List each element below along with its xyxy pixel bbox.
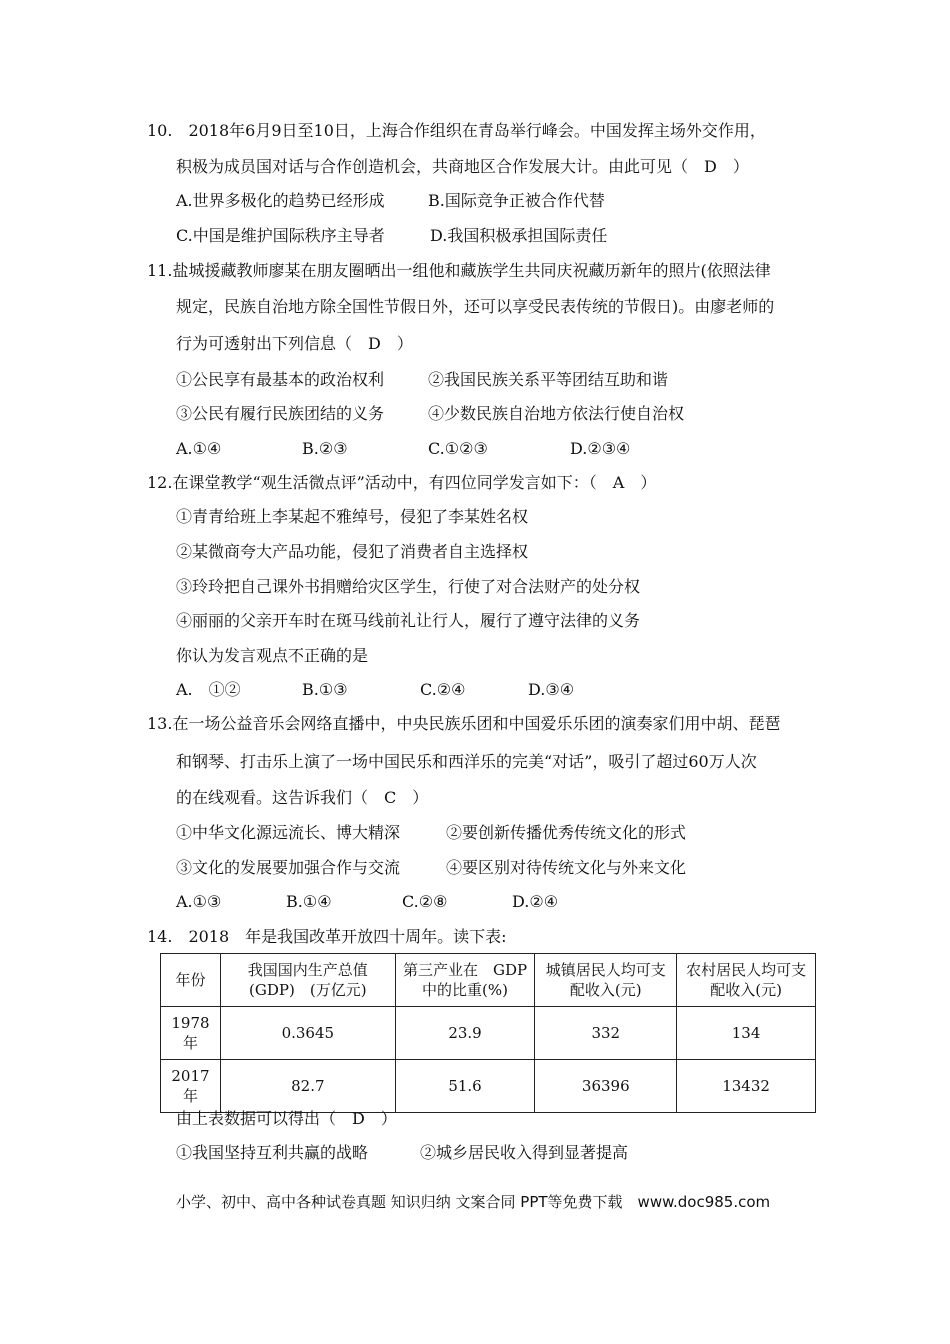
q11-option-c: C.①②③ bbox=[428, 439, 488, 458]
q10-option-d: D.我国积极承担国际责任 bbox=[430, 226, 608, 245]
table-cell-year: 1978年 bbox=[161, 1007, 221, 1060]
q11-line-2: 规定，民族自治地方除全国性节假日外，还可以享受民表传统的节假日)。由廖老师的 bbox=[176, 297, 775, 316]
q13-statement-3: ③文化的发展要加强合作与交流 bbox=[176, 858, 401, 877]
q12-statement-1: ①青青给班上李某起不雅绰号，侵犯了李某姓名权 bbox=[176, 507, 529, 526]
q12-option-a: A. ①② bbox=[176, 680, 241, 699]
table-header-cell: 农村居民人均可支配收入(元) bbox=[677, 954, 816, 1007]
table-cell: 82.7 bbox=[220, 1060, 395, 1113]
table-cell: 36396 bbox=[535, 1060, 677, 1113]
q13-option-b: B.①④ bbox=[286, 892, 332, 911]
table-header-cell: 城镇居民人均可支配收入(元) bbox=[535, 954, 677, 1007]
q13-statement-4: ④要区别对待传统文化与外来文化 bbox=[446, 858, 687, 877]
q12-statement-4: ④丽丽的父亲开车时在斑马线前礼让行人，履行了遵守法律的义务 bbox=[176, 611, 641, 630]
q12-option-b: B.①③ bbox=[302, 680, 348, 699]
table-cell: 332 bbox=[535, 1007, 677, 1060]
q11-statement-2: ②我国民族关系平等团结互助和谐 bbox=[428, 370, 669, 389]
statistics-table bbox=[160, 953, 816, 1113]
q13-line-3: 的在线观看。这告诉我们（ C ） bbox=[176, 788, 429, 807]
q13-option-a: A.①③ bbox=[176, 892, 222, 911]
table-header-cell: 我国国内生产总值(GDP) (万亿元) bbox=[220, 954, 395, 1007]
q10-line-2: 积极为成员国对话与合作创造机会，共商地区合作发展大计。由此可见（ D ） bbox=[176, 157, 749, 176]
table-header-cell: 第三产业在 GDP中的比重(%) bbox=[395, 954, 535, 1007]
q13-option-c: C.②⑧ bbox=[402, 892, 448, 911]
q11-statement-3: ③公民有履行民族团结的义务 bbox=[176, 404, 385, 423]
q14-line-1: 14. 2018 年是我国改革开放四十周年。读下表: bbox=[147, 927, 507, 946]
table-cell: 51.6 bbox=[395, 1060, 535, 1113]
q11-option-a: A.①④ bbox=[176, 439, 222, 458]
q13-line-1: 13.在一场公益音乐会网络直播中，中央民族乐团和中国爱乐乐团的演奏家们用中胡、琵琶 bbox=[147, 714, 781, 733]
footer-promo-text: 小学、初中、高中各种试卷真题 知识归纳 文案合同 PPT等免费下载 www.doc985.com bbox=[176, 1193, 771, 1211]
q11-option-b: B.②③ bbox=[302, 439, 348, 458]
q13-statement-2: ②要创新传播优秀传统文化的形式 bbox=[446, 823, 687, 842]
q11-statement-4: ④少数民族自治地方依法行使自治权 bbox=[428, 404, 685, 423]
q12-option-c: C.②④ bbox=[420, 680, 466, 699]
q10-line-1: 10. 2018年6月9日至10日，上海合作组织在青岛举行峰会。中国发挥主场外交作用， bbox=[147, 121, 766, 140]
q12-prompt: 你认为发言观点不正确的是 bbox=[176, 646, 369, 665]
q11-option-d: D.②③④ bbox=[570, 439, 631, 458]
q10-option-c: C.中国是维护国际秩序主导者 bbox=[176, 226, 385, 245]
table-row bbox=[161, 1007, 816, 1060]
table-header-cell: 年份 bbox=[161, 954, 221, 1007]
table-cell-year: 2017年 bbox=[161, 1060, 221, 1113]
q14-statement-2: ②城乡居民收入得到显著提高 bbox=[420, 1143, 629, 1162]
table-cell: 13432 bbox=[677, 1060, 816, 1113]
q14-prompt: 由上表数据可以得出（ D ） bbox=[176, 1109, 397, 1128]
q10-option-a: A.世界多极化的趋势已经形成 bbox=[176, 191, 385, 210]
q13-line-2: 和钢琴、打击乐上演了一场中国民乐和西洋乐的完美“对话”，吸引了超过60万人次 bbox=[176, 752, 757, 771]
table-cell: 134 bbox=[677, 1007, 816, 1060]
q14-statement-1: ①我国坚持互利共赢的战略 bbox=[176, 1143, 369, 1162]
q12-line-1: 12.在课堂教学“观生活微点评”活动中，有四位同学发言如下：（ A ） bbox=[147, 473, 657, 492]
q12-statement-2: ②某微商夸大产品功能，侵犯了消费者自主选择权 bbox=[176, 542, 529, 561]
q13-option-d: D.②④ bbox=[512, 892, 559, 911]
table-header-row bbox=[161, 954, 816, 1007]
table-cell: 23.9 bbox=[395, 1007, 535, 1060]
q10-option-b: B.国际竞争正被合作代替 bbox=[428, 191, 605, 210]
q12-statement-3: ③玲玲把自己课外书捐赠给灾区学生，行使了对合法财产的处分权 bbox=[176, 577, 641, 596]
q13-statement-1: ①中华文化源远流长、博大精深 bbox=[176, 823, 401, 842]
q11-line-3: 行为可透射出下列信息（ D ） bbox=[176, 334, 413, 353]
q12-option-d: D.③④ bbox=[528, 680, 575, 699]
table-cell: 0.3645 bbox=[220, 1007, 395, 1060]
table-row bbox=[161, 1060, 816, 1113]
q11-line-1: 11.盐城援藏教师廖某在朋友圈晒出一组他和藏族学生共同庆祝藏历新年的照片(依照法律 bbox=[147, 261, 771, 280]
q11-statement-1: ①公民享有最基本的政治权利 bbox=[176, 370, 385, 389]
